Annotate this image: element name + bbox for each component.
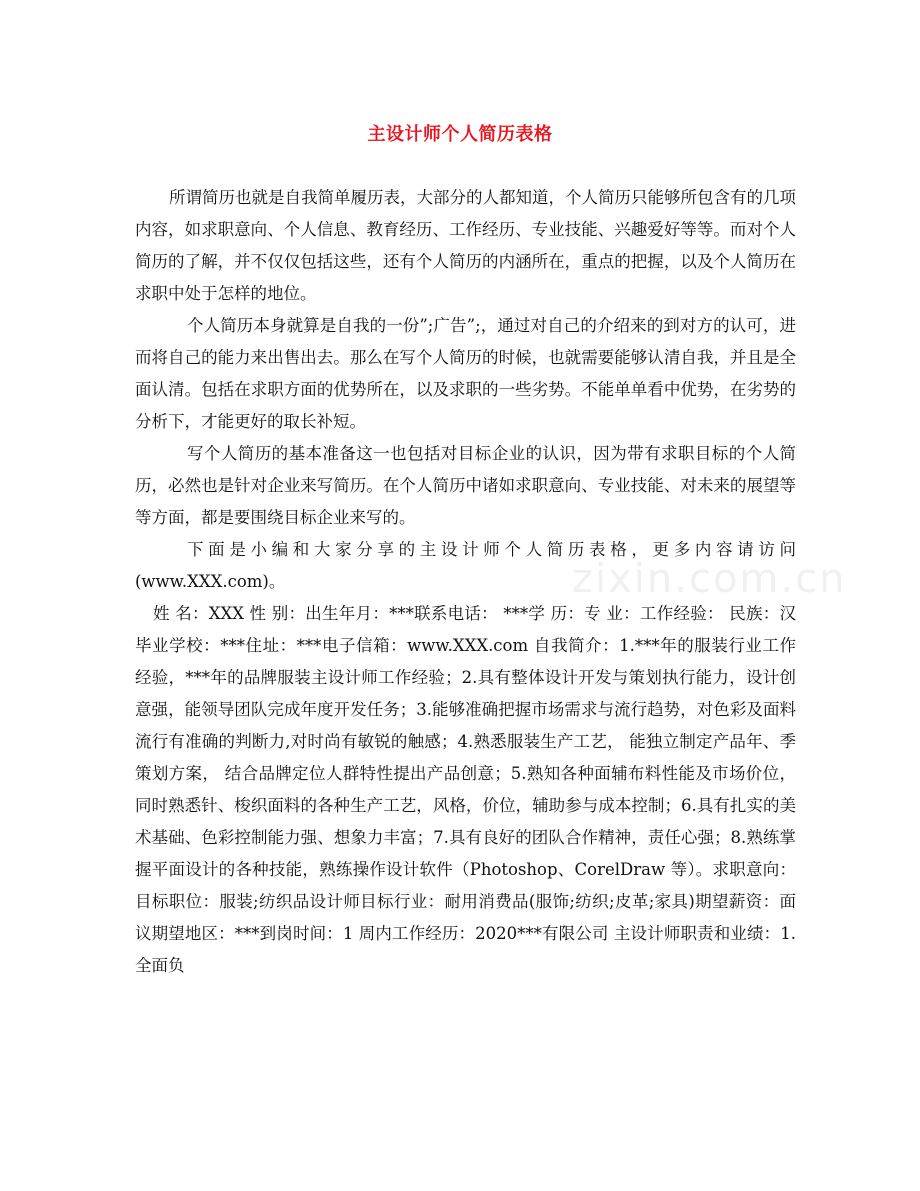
paragraph-share-note: 下面是小编和大家分享的主设计师个人简历表格，更多内容请访问(www.XXX.com)。: [135, 540, 796, 591]
document-body: [135, 182, 796, 982]
paragraph-preparation: 写个人简历的基本准备这一也包括对目标企业的认识，因为带有求职目标的个人简历，必然也是针对企业来写简历。在个人简历中诸如求职意向、专业技能、对未来的展望等等方面，都是要围绕目标企业来写的。: [135, 444, 796, 527]
paragraph-intro: 所谓简历也就是自我简单履历表，大部分的人都知道，个人简历只能够所包含有的几项内容，如求职意向、个人信息、教育经历、工作经历、专业技能、兴趣爱好等等。而对个人简历的了解，并不仅仅包括这些，还有个人简历的内涵所在，重点的把握，以及个人简历在求职中处于怎样的地位。: [135, 188, 796, 303]
watermark: zixin.com.cn: [572, 556, 847, 602]
paragraph-resume-details: 姓 名：XXX 性 别：出生年月：***联系电话： ***学 历：专 业：工作经验： 民族：汉毕业学校：***住址：***电子信箱：www.XXX.com 自我简介：1.***年的服装行业工作经验，***年的品牌服装主设计师工作经验；2.具有整体设计开发与策划执行能力，设计创意强，能领导团队完成年度开发任务；3.能够准确把握市场需求与流行趋势，对色彩及面料流行有准确的判断力,对时尚有敏锐的触感；4.熟悉服装生产工艺， 能独立制定产品年、季策划方案， 结合品牌定位人群特性提出产品创意；5.熟知各种面辅布料性能及市场价位，同时熟悉针、梭织面料的各种生产工艺，风格，价位，辅助参与成本控制；6.具有扎实的美术基础、色彩控制能力强、想象力丰富；7.具有良好的团队合作精神，责任心强；8.熟练掌握平面设计的各种技能，熟练操作设计软件（Photoshop、CorelDraw 等）。求职意向：目标职位：服装;纺织品设计师目标行业：耐用消费品(服饰;纺织;皮革;家具)期望薪资：面议期望地区：***到岗时间：1 周内工作经历：2020***有限公司 主设计师职责和业绩：1.全面负: [135, 604, 796, 975]
paragraph-self-advertisement: 个人简历本身就算是自我的一份”;广告”;，通过对自己的介绍来的到对方的认可，进而将自己的能力来出售出去。那么在写个人简历的时候，也就需要能够认清自我，并且是全面认清。包括在求职方面的优势所在，以及求职的一些劣势。不能单单看中优势，在劣势的分析下，才能更好的取长补短。: [135, 316, 796, 431]
document-title: 主设计师个人简历表格: [367, 124, 553, 145]
